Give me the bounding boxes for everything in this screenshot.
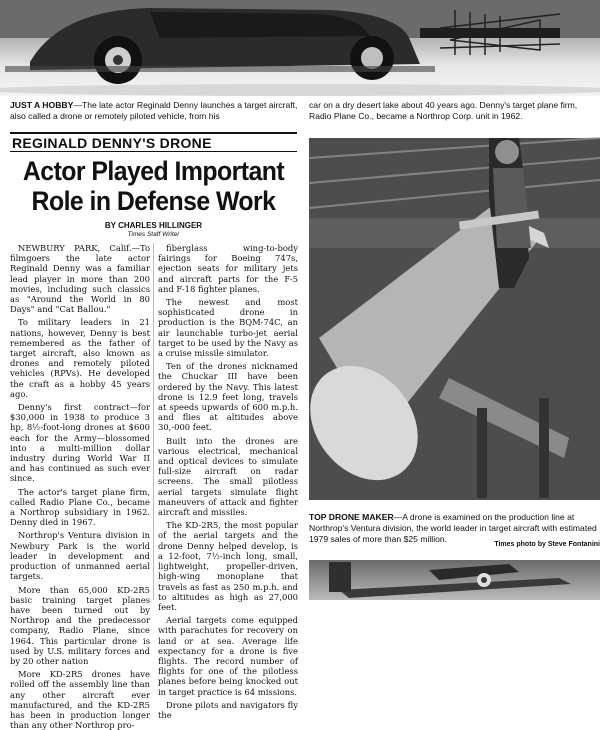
top-photo-caption xyxy=(10,100,300,122)
headline: Actor Played Important Role in Defense Work xyxy=(22,156,285,216)
caption-lead: TOP DRONE MAKER xyxy=(309,512,394,522)
paragraph: Denny's first contract—for $30,000 in 1938 to produce 3 hp, 8½-foot-long drones at $600 each for the Army—blossomed into a multi-million dollar industry during World War II and has continued as such ever since. xyxy=(10,402,150,484)
paragraph: Drone pilots and navigators fly the xyxy=(158,699,298,720)
paragraph: Built into the drones are various electrical, mechanical and optical devices to simulate full-size aircraft on radar screens. The small pilotless aerial targets simulate flight maneuvers of attack and fighter aircraft and missiles. xyxy=(158,435,298,518)
photo-credit: Times photo by Steve Fontanini xyxy=(494,541,600,548)
column-divider xyxy=(153,243,154,600)
top-photo-caption-continued: car on a dry desert lake about 40 years ago. Denny's target plane firm, Radio Plane Co., became a Northrop Corp. unit in 1962. xyxy=(309,100,578,121)
paragraph: The KD-2R5, the most popular of the aerial targets and the drone Denny helped develop, is a 12-foot, 7½-inch long, small, lightweight, propeller-driven, high-wing monoplane that travels as fast as 250 m.p.h. and to altitudes as high as 27,000 feet. xyxy=(158,520,298,612)
byline-role: Times Staff Writer xyxy=(127,231,180,238)
article-column-1 xyxy=(10,243,150,730)
car-drone-photo xyxy=(0,0,600,96)
paragraph: More than 65,000 KD-2R5 basic training target planes have been turned out by Northrop and the predecessor company, Radio Plane, since 1964. This particular drone is used by U.S. military forces and by 20 other nation xyxy=(10,584,150,666)
target-plane-photo xyxy=(309,560,600,600)
paragraph: Northrop's Ventura division in Newbury Park is the world leader in development and production of unmanned aerial targets. xyxy=(10,530,150,582)
caption-text: —A drone is examined on the production line at Northrop's Ventura division, the world leader in target aircraft with estimated 1979 sales of more than $25 million. xyxy=(309,512,597,544)
paragraph: The actor's target plane firm, called Radio Plane Co., became a Northrop subsidiary in 1962. Denny died in 1967. xyxy=(10,486,150,528)
drone-production-photo xyxy=(309,138,600,500)
paragraph: NEWBURY PARK, Calif.—To filmgoers the late actor Reginald Denny was a familiar lead player in more than 200 movies, including such classics as "Around the World in 80 Days" and "Cat Ballou." xyxy=(10,243,150,315)
article-column-2 xyxy=(158,243,298,720)
paragraph: fiberglass wing-to-body fairings for Boeing 747s, ejection seats for military jets and aircraft parts for the F-5 and F-18 fighter planes. xyxy=(158,243,298,294)
caption-text: —The late actor Reginald Denny launches a target aircraft, also called a drone or remotely piloted vehicle, from his xyxy=(10,100,298,121)
paragraph: The newest and most sophisticated drone in production is the BQM-74C, an air launchable turbo-jet aerial target to be used by the Navy as a cruise missile simulator. xyxy=(158,297,298,359)
paragraph: To military leaders in 21 nations, however, Denny is best remembered as the father of target aircraft, also known as drones and remotely piloted vehicles (RPVs). He developed the craft as a hobby 45 years ago. xyxy=(10,317,150,399)
paragraph: Aerial targets come equipped with parachutes for recovery on land or at sea. Average life expectancy for a drone is five flights. The record number of flights for one of the pilotless planes before being knocked out in target practice is 64 missions. xyxy=(158,615,298,697)
byline: BY CHARLES HILLINGER xyxy=(104,221,203,230)
paragraph: Ten of the drones nicknamed the Chuckar III have been ordered by the Navy. This latest drone is 12.9 feet long, travels at speeds upwards of 600 m.p.h. and flies at altitudes above 30,-000 feet. xyxy=(158,361,298,433)
caption-lead: JUST A HOBBY xyxy=(10,100,74,110)
paragraph: More KD-2R5 drones have rolled off the assembly line than any other aircraft ever manufactured, and the KD-2R5 has been in production longer than any other Northrop pro- xyxy=(10,669,150,730)
kicker: REGINALD DENNY'S DRONE xyxy=(10,132,297,152)
